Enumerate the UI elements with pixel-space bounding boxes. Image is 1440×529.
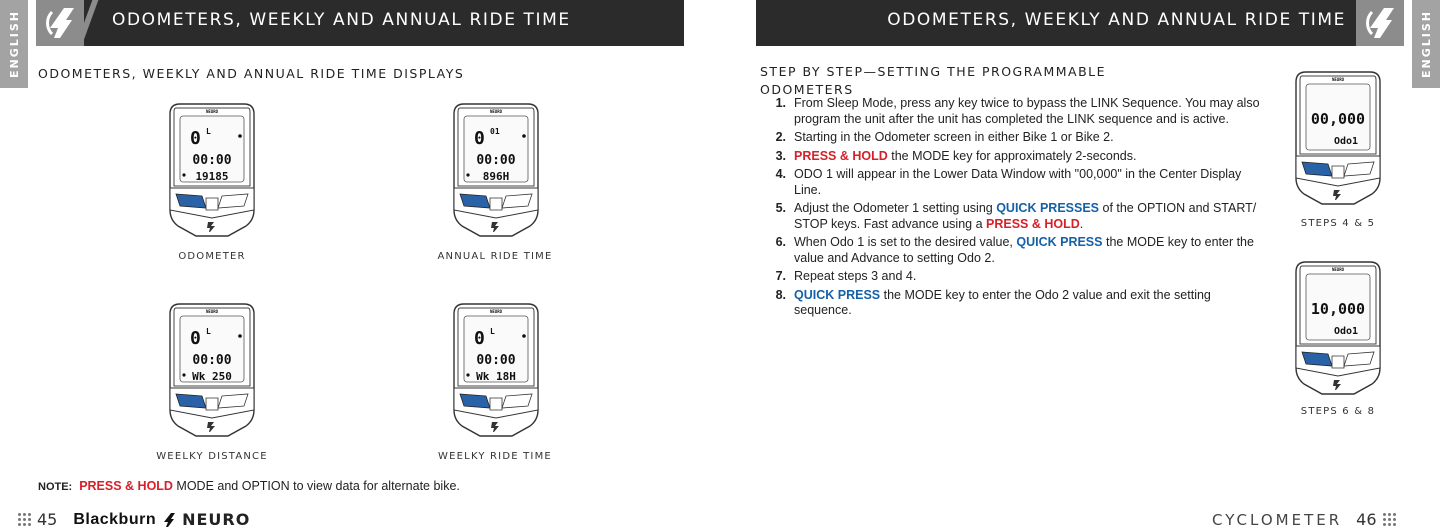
lcd-center-value: 00,000 <box>1310 110 1366 128</box>
mode-button <box>1302 162 1332 176</box>
footer-cyclometer: CYCLOMETER <box>1212 510 1343 529</box>
step-text: Starting in the Odometer screen in either Bike 1 or Bike 2. <box>794 130 1114 144</box>
step-item <box>760 235 1260 266</box>
right-page <box>720 0 1440 529</box>
step-item <box>760 201 1260 232</box>
lcd-center-value: 10,000 <box>1310 300 1366 318</box>
device-caption-annual: ANNUAL RIDE TIME <box>437 251 553 262</box>
note-highlight: PRESS & HOLD <box>79 479 173 493</box>
option-button <box>490 398 502 410</box>
option-button <box>1332 166 1344 178</box>
note-label: NOTE: <box>38 481 73 493</box>
lcd-indicator <box>466 173 469 176</box>
step-number: 1. <box>775 96 786 110</box>
note-text: MODE and OPTION to view data for alternate bike. <box>172 479 460 493</box>
lcd-indicator <box>522 134 526 138</box>
lcd-bottom-value: 19185 <box>195 170 229 183</box>
device-brand-label: NEURO <box>489 309 503 314</box>
footer-brand: Blackburn <box>73 510 157 528</box>
lcd-middle-value: 00:00 <box>476 353 516 368</box>
step-text: Adjust the Odometer 1 setting using QUICK PRESSES of the OPTION and START/ STOP keys. Fast advance using a PRESS & HOLD. <box>794 201 1257 231</box>
step-number: 2. <box>775 130 786 144</box>
device-annual-ride-time <box>446 100 546 240</box>
lcd-indicator <box>238 134 242 138</box>
left-footer <box>18 510 250 529</box>
start-stop-button <box>502 394 532 408</box>
step-number: 6. <box>775 235 786 249</box>
dots-icon <box>1383 513 1396 526</box>
lcd-top-value: 0 <box>190 128 201 149</box>
step-item <box>760 149 1260 165</box>
mode-button <box>176 394 206 408</box>
lcd-indicator <box>238 334 242 338</box>
lcd-top-value: 0 <box>474 128 485 149</box>
step-item <box>760 167 1260 198</box>
steps-list <box>760 96 1260 322</box>
step-number: 4. <box>775 167 786 181</box>
language-tab <box>0 0 28 88</box>
step-number: 3. <box>775 148 786 163</box>
page-number-left: 45 <box>37 510 58 529</box>
step-item <box>760 96 1260 127</box>
brand-mark-icon <box>162 512 176 528</box>
step-item <box>760 269 1260 285</box>
lcd-indicator <box>182 173 185 176</box>
language-tab-label: ENGLISH <box>7 10 21 78</box>
option-button <box>490 198 502 210</box>
step-text: PRESS & HOLD the MODE key for approximately 2-seconds. <box>794 148 1137 163</box>
device-weekly-ride-time <box>446 300 546 440</box>
device-brand-label: NEURO <box>205 109 219 114</box>
device-caption-weekly-ride-time: WEELKY RIDE TIME <box>438 451 552 462</box>
note <box>38 479 460 493</box>
page-number-right: 46 <box>1356 510 1377 529</box>
option-button <box>206 198 218 210</box>
section-heading-right-2: ODOMETERS <box>760 82 854 97</box>
device-caption-weekly-distance: WEELKY DISTANCE <box>156 451 268 462</box>
lcd-top-sub: L <box>206 127 211 136</box>
device-brand-label: NEURO <box>205 309 219 314</box>
device-steps-4-5 <box>1288 68 1388 208</box>
device-weekly-distance <box>162 300 262 440</box>
lcd-middle-value: 00:00 <box>476 153 516 168</box>
step-number: 5. <box>775 201 786 215</box>
page-header-right <box>756 0 1404 46</box>
device-brand-label: NEURO <box>489 109 503 114</box>
lcd-indicator <box>522 334 526 338</box>
lcd-top-sub: 01 <box>490 127 500 136</box>
header-title-right: ODOMETERS, WEEKLY AND ANNUAL RIDE TIME <box>887 10 1346 30</box>
step-number: 8. <box>775 287 786 302</box>
lcd-middle-value: 00:00 <box>192 353 232 368</box>
start-stop-button <box>1344 162 1374 176</box>
lcd-top-sub: L <box>490 327 495 336</box>
step-text: When Odo 1 is set to the desired value, QUICK PRESS the MODE key to enter the value and Advance to setting Odo 2. <box>794 235 1254 265</box>
start-stop-button <box>218 194 248 208</box>
language-tab-right-label: ENGLISH <box>1419 10 1433 78</box>
mode-button <box>460 394 490 408</box>
start-stop-button <box>218 394 248 408</box>
device-caption-odometer: ODOMETER <box>178 251 246 262</box>
right-footer <box>1212 510 1396 529</box>
header-title: ODOMETERS, WEEKLY AND ANNUAL RIDE TIME <box>112 10 571 30</box>
mode-button <box>176 194 206 208</box>
lcd-top-value: 0 <box>474 328 485 349</box>
lcd-top-value: 0 <box>190 328 201 349</box>
step-number: 7. <box>775 269 786 283</box>
lcd-bottom-value: Wk 250 <box>192 370 232 383</box>
step-item <box>760 130 1260 146</box>
step-text: QUICK PRESS the MODE key to enter the Odo 2 value and exit the setting sequence. <box>794 287 1211 317</box>
brand-logo-icon <box>1356 0 1404 46</box>
step-item <box>760 288 1260 319</box>
lcd-bottom-value: Wk 18H <box>476 370 516 383</box>
section-heading: ODOMETERS, WEEKLY AND ANNUAL RIDE TIME DISPLAYS <box>38 66 465 81</box>
device-caption-steps-6-8: STEPS 6 & 8 <box>1300 406 1376 417</box>
step-text: ODO 1 will appear in the Lower Data Window with "00,000" in the Center Display Line. <box>794 167 1242 197</box>
option-button <box>206 398 218 410</box>
mode-button <box>460 194 490 208</box>
start-stop-button <box>502 194 532 208</box>
footer-product: NEURO <box>182 510 251 529</box>
lcd-top-sub: L <box>206 327 211 336</box>
section-heading-right-1: STEP BY STEP—SETTING THE PROGRAMMABLE <box>760 64 1107 79</box>
start-stop-button <box>1344 352 1374 366</box>
step-text: Repeat steps 3 and 4. <box>794 269 917 283</box>
device-steps-6-8 <box>1288 258 1388 398</box>
step-text: From Sleep Mode, press any key twice to bypass the LINK Sequence. You may also program the unit after the unit has completed the LINK sequence and is active. <box>794 96 1260 126</box>
mode-button <box>1302 352 1332 366</box>
lcd-indicator <box>182 373 185 376</box>
option-button <box>1332 356 1344 368</box>
lcd-bottom-value: Odo1 <box>1333 136 1359 147</box>
lcd-indicator <box>466 373 469 376</box>
lcd-bottom-value: Odo1 <box>1333 326 1359 337</box>
device-brand-label: NEURO <box>1331 77 1345 82</box>
language-tab-right <box>1412 0 1440 88</box>
lcd-middle-value: 00:00 <box>192 153 232 168</box>
dots-icon <box>18 513 31 526</box>
device-odometer <box>162 100 262 240</box>
lcd-bottom-value: 896H <box>482 170 510 183</box>
device-brand-label: NEURO <box>1331 267 1345 272</box>
device-caption-steps-4-5: STEPS 4 & 5 <box>1300 218 1376 229</box>
page-header <box>36 0 684 46</box>
